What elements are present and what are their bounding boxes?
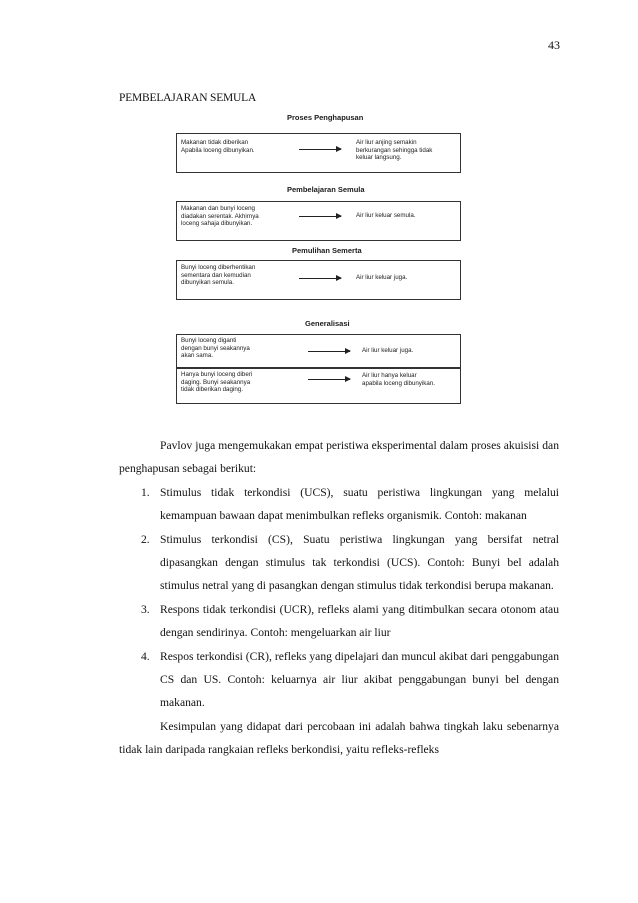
event-list bbox=[119, 481, 559, 715]
list-number: 3. bbox=[141, 602, 150, 616]
arrow-icon bbox=[299, 216, 341, 217]
list-number: 2. bbox=[141, 532, 150, 546]
conclusion-paragraph: Kesimpulan yang didapat dari percobaan ini adalah bahwa tingkah laku sebenarnya tidak lain daripada rangkaian refleks berkondisi, yaitu refleks-refleks bbox=[119, 719, 559, 757]
figure-title-pembelajaran-semula: Pembelajaran Semula bbox=[287, 185, 365, 194]
intro-paragraph: Pavlov juga mengemukakan empat peristiwa eksperimental dalam proses akuisisi dan penghapusan sebagai berikut: bbox=[119, 439, 559, 476]
figure-response-pemulihan-semerta: Air liur keluar juga. bbox=[356, 274, 408, 281]
body-text bbox=[119, 434, 559, 762]
list-number: 1. bbox=[141, 485, 150, 499]
list-text: Respos terkondisi (CR), refleks yang dipelajari dan muncul akibat dari penggabungan CS dan US. Contoh: keluarnya air liur akibat penggabungan bunyi bel dengan makanan. bbox=[160, 649, 559, 710]
figure-title-penghapusan: Proses Penghapusan bbox=[287, 113, 364, 122]
figure-stimulus-generalisasi-1: Bunyi loceng diganti dengan bunyi seakannya akan sama. bbox=[181, 337, 250, 360]
figure-response-generalisasi-2: Air liur hanya keluar apabila loceng dibunyikan. bbox=[362, 372, 435, 387]
list-item bbox=[119, 528, 559, 598]
figure-stimulus-penghapusan: Makanan tidak diberikan Apabila loceng dibunyikan. bbox=[181, 139, 255, 154]
arrow-icon bbox=[299, 278, 341, 279]
list-item bbox=[119, 645, 559, 715]
list-text: Stimulus tidak terkondisi (UCS), suatu peristiwa lingkungan yang melalui kemampuan bawaan dapat menimbulkan refleks organismik. Contoh: makanan bbox=[160, 485, 559, 523]
figure-stimulus-generalisasi-2: Hanya bunyi loceng diberi daging. Bunyi seakannya tidak diberikan daging. bbox=[181, 371, 253, 394]
figure-response-generalisasi-1: Air liur keluar juga. bbox=[362, 347, 414, 354]
section-heading: PEMBELAJARAN SEMULA bbox=[119, 92, 257, 104]
figure-stimulus-pemulihan-semerta: Bunyi loceng diberhentikan sementara dan kemudian dibunyikan semula. bbox=[181, 264, 256, 287]
list-text: Stimulus terkondisi (CS), Suatu peristiwa lingkungan yang bersifat netral dipasangkan dengan stimulus tak terkondisi (UCS). Contoh: Bunyi bel adalah stimulus netral yang di pasangkan dengan stimulus tidak terkondisi berupa makanan. bbox=[160, 532, 559, 593]
list-text: Respons tidak terkondisi (UCR), refleks alami yang ditimbulkan secara otonom atau dengan sendirinya. Contoh: mengeluarkan air liur bbox=[160, 602, 559, 640]
list-item bbox=[119, 481, 559, 528]
figure-title-pemulihan-semerta: Pemulihan Semerta bbox=[292, 246, 362, 255]
arrow-icon bbox=[308, 351, 350, 352]
page-number: 43 bbox=[548, 38, 560, 52]
arrow-icon bbox=[308, 379, 350, 380]
figure-stimulus-pembelajaran-semula: Makanan dan bunyi loceng diadakan serentak. Akhirnya loceng sahaja dibunyikan. bbox=[181, 205, 259, 228]
figure-response-penghapusan: Air liur anjing semakin berkurangan sehingga tidak keluar langsung. bbox=[356, 139, 433, 162]
figure-response-pembelajaran-semula: Air liur keluar semula. bbox=[356, 212, 416, 219]
arrow-icon bbox=[299, 149, 341, 150]
figure-title-generalisasi: Generalisasi bbox=[305, 319, 350, 328]
list-number: 4. bbox=[141, 649, 150, 663]
conditioning-figure bbox=[160, 108, 480, 428]
list-item bbox=[119, 598, 559, 645]
